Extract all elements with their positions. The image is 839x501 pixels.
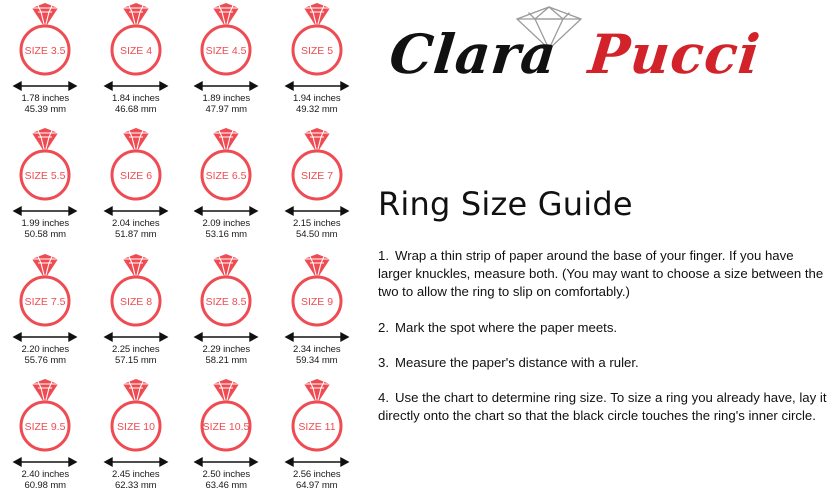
step-number: 4.: [378, 390, 389, 406]
svg-text:SIZE 9.5: SIZE 9.5: [24, 420, 66, 433]
svg-text:SIZE 4.5: SIZE 4.5: [205, 45, 247, 57]
ring-size-cell: [181, 376, 272, 501]
ring-measurement: [22, 93, 70, 115]
ring-illustration-icon: [183, 253, 269, 329]
step-number: 3.: [378, 354, 389, 370]
step-text: Wrap a thin strip of paper around the base of your finger. If you have larger knuckles, measure both. (You may want to choose a size between the two to allow the ring to slip on comfortably.): [378, 248, 824, 300]
diameter-arrow: [6, 79, 84, 91]
ring-size-cell: [91, 0, 182, 125]
diameter-arrow: [187, 330, 265, 342]
ring-size-cell: [272, 125, 363, 250]
measurement-inches: 2.09 inches: [202, 218, 250, 230]
measurement-mm: 63.46 mm: [205, 479, 247, 491]
instruction-list: [378, 247, 830, 443]
ring-illustration-icon: [183, 378, 269, 454]
ring-illustration-icon: [183, 2, 269, 78]
ring-size-cell: [0, 376, 91, 501]
ring-size-cell: [181, 251, 272, 376]
ring-size-cell: [181, 0, 272, 125]
diameter-arrow: [278, 455, 356, 467]
brand-logo: [368, 0, 839, 118]
diameter-arrow: [97, 204, 175, 216]
page-title: Ring Size Guide: [378, 185, 633, 223]
ring-measurement: [22, 218, 70, 240]
measurement-mm: 45.39 mm: [24, 104, 66, 116]
measurement-mm: 64.97 mm: [296, 479, 338, 491]
ring-size-cell: [0, 125, 91, 250]
ring-measurement: [203, 218, 251, 240]
ring-measurement: [293, 469, 341, 491]
measurement-inches: 2.15 inches: [293, 218, 341, 230]
ring-size-cell: [272, 376, 363, 501]
measurement-inches: 2.50 inches: [202, 468, 250, 480]
diameter-arrow: [97, 330, 175, 342]
ring-size-chart: [0, 0, 362, 501]
diameter-arrow: [278, 204, 356, 216]
diameter-arrow: [187, 455, 265, 467]
measurement-inches: 1.78 inches: [21, 93, 69, 104]
ring-size-cell: [0, 251, 91, 376]
diameter-arrow: [97, 79, 175, 91]
ring-illustration-icon: [274, 127, 360, 203]
measurement-inches: 2.04 inches: [112, 218, 160, 230]
ring-size-cell: [91, 376, 182, 501]
ring-measurement: [112, 469, 160, 491]
svg-text:SIZE 5.5: SIZE 5.5: [24, 170, 66, 183]
measurement-inches: 1.84 inches: [112, 93, 160, 104]
diameter-arrow: [97, 455, 175, 467]
brand-wordmark: [376, 22, 836, 102]
measurement-inches: 1.99 inches: [21, 218, 69, 230]
svg-text:SIZE 9: SIZE 9: [300, 295, 333, 308]
ring-measurement: [112, 218, 160, 240]
ring-measurement: [203, 93, 251, 115]
ring-measurement: [22, 469, 70, 491]
ring-size-cell: [0, 0, 91, 125]
svg-text:SIZE 11: SIZE 11: [298, 420, 336, 433]
ring-illustration-icon: [183, 127, 269, 203]
measurement-mm: 54.50 mm: [296, 229, 338, 241]
svg-text:SIZE 6.5: SIZE 6.5: [205, 170, 247, 183]
guide-panel: [368, 0, 839, 501]
diameter-arrow: [6, 455, 84, 467]
step-text: Use the chart to determine ring size. To size a ring you already have, lay it directly onto the chart so that the black circle touches the ring's inner circle.: [378, 390, 827, 424]
diameter-arrow: [187, 79, 265, 91]
measurement-mm: 49.32 mm: [296, 104, 338, 116]
ring-size-cell: [91, 125, 182, 250]
ring-measurement: [112, 344, 160, 366]
measurement-inches: 2.45 inches: [112, 468, 160, 480]
svg-text:SIZE 4: SIZE 4: [119, 45, 152, 57]
ring-illustration-icon: [274, 2, 360, 78]
svg-text:SIZE 6: SIZE 6: [119, 170, 152, 183]
measurement-mm: 51.87 mm: [115, 229, 157, 241]
svg-text:SIZE 10: SIZE 10: [116, 420, 155, 433]
ring-illustration-icon: [93, 127, 179, 203]
measurement-mm: 47.97 mm: [205, 104, 247, 116]
ring-illustration-icon: [2, 2, 88, 78]
measurement-inches: 2.25 inches: [112, 343, 160, 355]
ring-size-cell: [91, 251, 182, 376]
measurement-mm: 50.58 mm: [24, 229, 66, 241]
ring-size-cell: [181, 125, 272, 250]
step-number: 1.: [378, 248, 389, 263]
measurement-mm: 57.15 mm: [115, 354, 157, 366]
ring-measurement: [22, 344, 70, 366]
measurement-mm: 60.98 mm: [24, 479, 66, 491]
svg-text:SIZE 8: SIZE 8: [119, 295, 152, 308]
measurement-mm: 58.21 mm: [205, 354, 247, 366]
diameter-arrow: [278, 79, 356, 91]
ring-illustration-icon: [93, 253, 179, 329]
instruction-step: [378, 354, 830, 372]
ring-size-cell: [272, 251, 363, 376]
ring-illustration-icon: [2, 378, 88, 454]
ring-illustration-icon: [2, 253, 88, 329]
diameter-arrow: [6, 204, 84, 216]
diameter-arrow: [6, 330, 84, 342]
measurement-inches: 1.89 inches: [202, 93, 250, 104]
step-text: Mark the spot where the paper meets.: [395, 319, 618, 335]
ring-illustration-icon: [274, 378, 360, 454]
measurement-inches: 2.20 inches: [21, 343, 69, 355]
svg-text:SIZE 5: SIZE 5: [300, 45, 333, 57]
ring-size-cell: [272, 0, 363, 125]
measurement-inches: 2.34 inches: [293, 343, 341, 355]
ring-measurement: [203, 469, 251, 491]
instruction-step: [378, 247, 830, 302]
ring-illustration-icon: [93, 2, 179, 78]
svg-text:SIZE 7: SIZE 7: [300, 170, 333, 183]
ring-measurement: [293, 344, 341, 366]
ring-illustration-icon: [274, 253, 360, 329]
measurement-mm: 53.16 mm: [205, 229, 247, 241]
brand-name-second: Pucci: [585, 22, 764, 86]
svg-text:SIZE 10.5: SIZE 10.5: [202, 420, 250, 433]
ring-measurement: [293, 93, 341, 115]
measurement-inches: 2.29 inches: [202, 343, 250, 355]
measurement-inches: 2.40 inches: [21, 468, 69, 480]
diameter-arrow: [187, 204, 265, 216]
measurement-mm: 55.76 mm: [24, 354, 66, 366]
ring-measurement: [203, 344, 251, 366]
brand-name-first: Clara: [386, 22, 561, 86]
step-text: Measure the paper's distance with a ruler.: [395, 354, 639, 370]
ring-illustration-icon: [2, 127, 88, 203]
measurement-mm: 59.34 mm: [296, 354, 338, 366]
instruction-step: [378, 319, 830, 337]
svg-text:SIZE 3.5: SIZE 3.5: [24, 45, 66, 57]
measurement-inches: 1.94 inches: [293, 93, 341, 104]
svg-text:SIZE 8.5: SIZE 8.5: [205, 295, 247, 308]
measurement-mm: 46.68 mm: [115, 104, 157, 116]
ring-illustration-icon: [93, 378, 179, 454]
ring-measurement: [112, 93, 160, 115]
step-number: 2.: [378, 319, 389, 335]
instruction-step: [378, 389, 830, 425]
ring-measurement: [293, 218, 341, 240]
diameter-arrow: [278, 330, 356, 342]
measurement-inches: 2.56 inches: [293, 468, 341, 480]
measurement-mm: 62.33 mm: [115, 479, 157, 491]
svg-text:SIZE 7.5: SIZE 7.5: [24, 295, 66, 308]
